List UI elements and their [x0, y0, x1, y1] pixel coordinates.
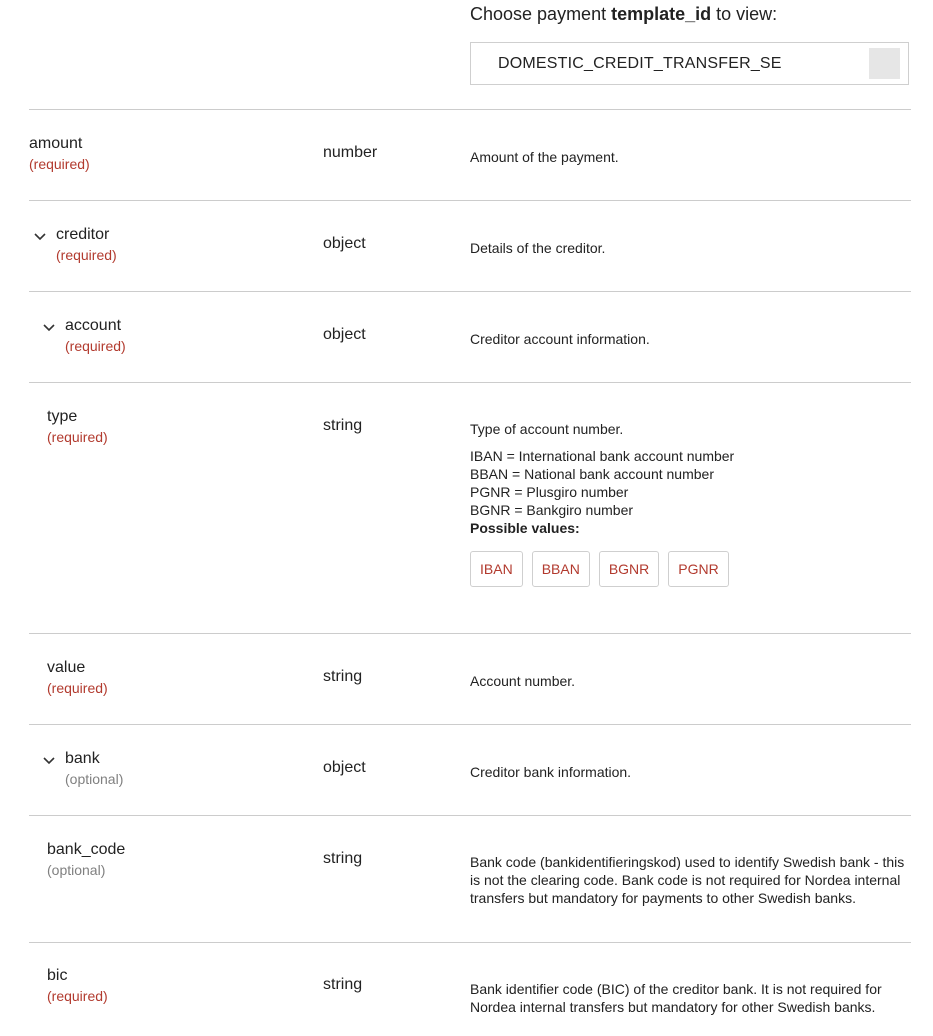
field-name-bank-code: bank_code [47, 841, 126, 858]
field-description-bank: Creditor bank information. [470, 764, 632, 780]
field-type-account: object [323, 326, 366, 343]
enum-description-item: BGNR = Bankgiro number [470, 502, 634, 518]
field-requirement-bank: (optional) [65, 771, 124, 787]
field-type-value: string [323, 668, 363, 685]
chooser-label-prefix: Choose payment [470, 4, 612, 24]
field-description-account: Creditor account information. [470, 331, 650, 347]
field-row-bank-code [29, 815, 911, 943]
field-type-bank-code: string [323, 850, 363, 867]
field-description-bank-code: Bank code (bankidentifieringskod) used to identify Swedish bank - this is not the clearing code. Bank code is not required for Nordea internal transfers but mandatory for payments to other Swedish banks. [470, 854, 905, 906]
field-name-type: type [47, 408, 78, 425]
template-select[interactable] [470, 42, 909, 85]
field-row-value [29, 633, 911, 725]
enum-description-item: BBAN = National bank account number [470, 466, 714, 482]
field-row-type [29, 382, 911, 634]
field-description-type [470, 420, 910, 587]
field-requirement-account: (required) [65, 338, 126, 354]
field-description-value: Account number. [470, 673, 576, 689]
field-requirement-bank-code: (optional) [47, 862, 106, 878]
field-requirement-type: (required) [47, 429, 108, 445]
enum-description-item: IBAN = International bank account number [470, 448, 735, 464]
chevron-down-icon[interactable] [41, 752, 57, 768]
field-type-type: string [323, 417, 363, 434]
field-requirement-creditor: (required) [56, 247, 117, 263]
field-row-amount [29, 109, 911, 201]
possible-value-pill[interactable]: IBAN [470, 551, 523, 587]
field-name-creditor[interactable]: creditor [56, 226, 110, 243]
field-name-bank[interactable]: bank [65, 750, 100, 767]
possible-value-pill[interactable]: PGNR [668, 551, 728, 587]
field-row-account [29, 291, 911, 383]
field-row-bic [29, 942, 911, 1036]
dropdown-toggle-button[interactable] [869, 48, 900, 79]
template-chooser-label [470, 4, 777, 25]
chooser-label-suffix: to view: [711, 4, 778, 24]
chevron-down-icon[interactable] [32, 228, 48, 244]
field-requirement-value: (required) [47, 680, 108, 696]
possible-values-label: Possible values: [470, 520, 580, 536]
type-description-text: Type of account number. [470, 421, 624, 437]
field-type-creditor: object [323, 235, 366, 252]
field-requirement-bic: (required) [47, 988, 108, 1004]
field-requirement-amount: (required) [29, 156, 90, 172]
field-description-amount: Amount of the payment. [470, 149, 619, 165]
field-name-value: value [47, 659, 86, 676]
field-name-amount: amount [29, 135, 83, 152]
field-description-bic: Bank identifier code (BIC) of the creditor bank. It is not required for Nordea internal transfers but mandatory for other Swedish banks. [470, 981, 882, 1015]
field-type-bank: object [323, 759, 366, 776]
template-select-value: DOMESTIC_CREDIT_TRANSFER_SE [498, 55, 782, 72]
field-type-bic: string [323, 976, 363, 993]
chevron-down-icon[interactable] [41, 319, 57, 335]
field-description-creditor: Details of the creditor. [470, 240, 606, 256]
possible-value-pill[interactable]: BBAN [532, 551, 590, 587]
chooser-label-bold: template_id [611, 4, 712, 24]
enum-description-item: PGNR = Plusgiro number [470, 484, 629, 500]
possible-values-list [470, 551, 910, 587]
possible-value-pill[interactable]: BGNR [599, 551, 659, 587]
field-name-account[interactable]: account [65, 317, 122, 334]
field-row-creditor [29, 200, 911, 292]
field-name-bic: bic [47, 967, 68, 984]
field-row-bank [29, 724, 911, 816]
field-type-amount: number [323, 144, 378, 161]
enum-description-list [470, 447, 910, 519]
